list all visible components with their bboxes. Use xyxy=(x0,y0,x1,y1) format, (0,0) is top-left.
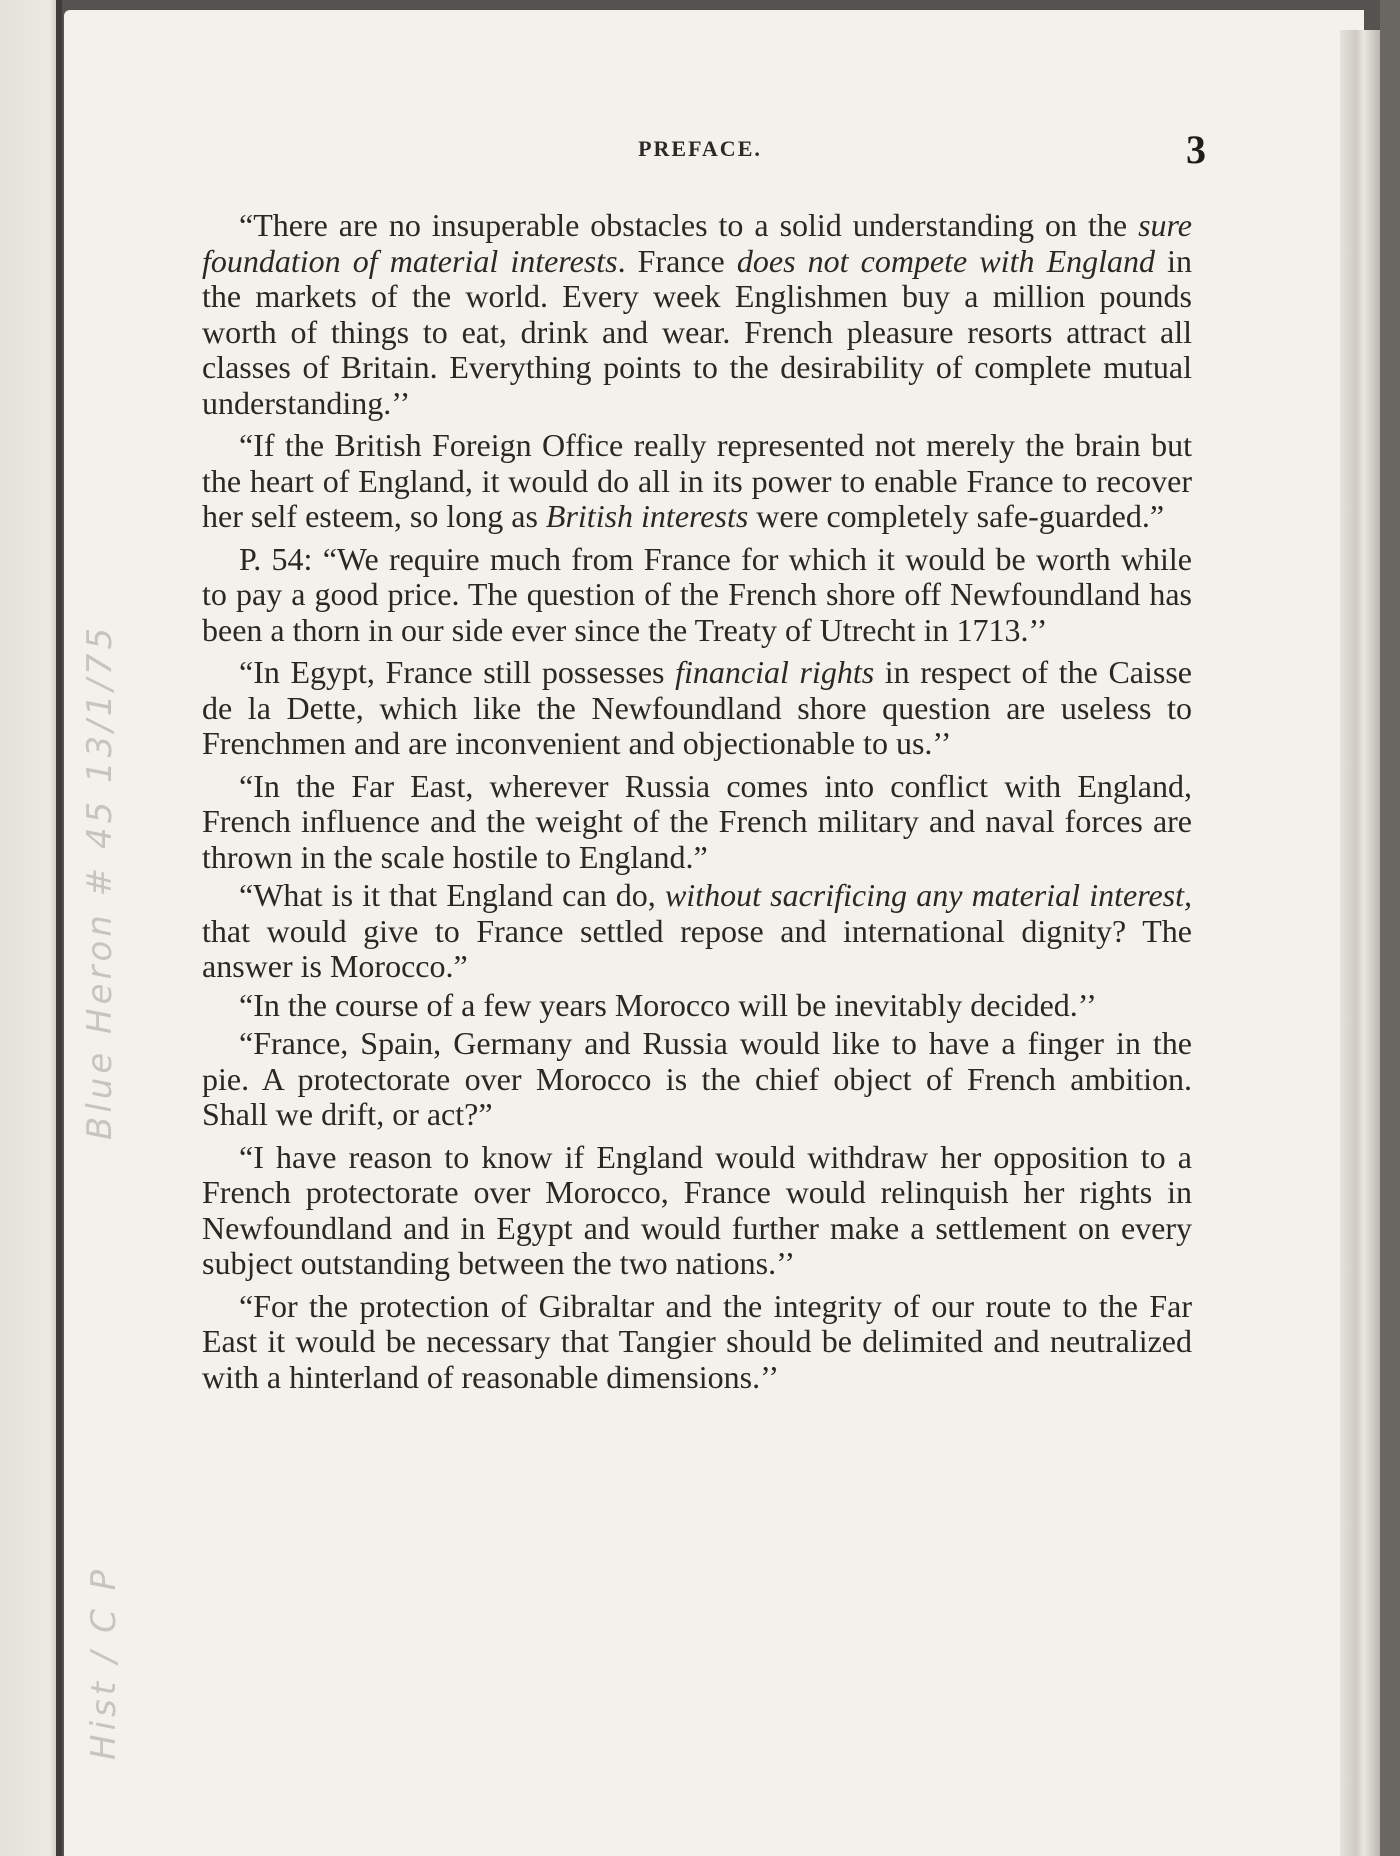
paragraph-text: “For the protection of Gibraltar and the integrity of our route to the Far East it would be necessary that Tangier should be delimited and neutralized with a hinterland of reasonable dimensions.’’ xyxy=(202,1287,1192,1395)
paragraph-text: “France, Spain, Germany and Russia would like to have a finger in the pie. A protectorate over Morocco is the chief object of French ambition. Shall we drift, or act?” xyxy=(202,1025,1192,1132)
paragraph-text: in respect of the Caisse de la Dette, which like the Newfoundland shore question are useless to Frenchmen and are inconvenient and objectionable to us.’’ xyxy=(202,654,1192,761)
paragraph-text: “What is it that England can do, xyxy=(239,877,665,913)
paragraph-text: in the markets of the world. Every week Englishmen buy a million pounds worth of things to eat, drink and wear. French pleasure resorts attract all classes of Britain. Everything points to the desirability of complete mutual understanding.’’ xyxy=(202,242,1193,421)
paragraph-text: were completely safe-guarded.” xyxy=(748,498,1165,534)
paragraph-text: “I have reason to know if England would withdraw her opposition to a French protectorate over Morocco, France would relinquish her rights in Newfoundland and in Egypt and would further make a settlement on every subject outstanding between the two nations.’’ xyxy=(202,1138,1192,1281)
paragraph-3 xyxy=(202,542,1192,649)
margin-pencil-note-lower: Hist / C P xyxy=(84,1565,124,1760)
paragraph-8 xyxy=(202,1026,1192,1133)
paragraph-7 xyxy=(202,988,1192,1024)
page-body xyxy=(202,208,1192,1402)
paragraph-6 xyxy=(202,878,1192,985)
page-header xyxy=(200,127,1206,172)
paragraph-5 xyxy=(202,769,1192,876)
paragraph-text: P. 54: “We require much from France for which it would be worth while to pay a good price. The question of the French shore off Newfoundland has been a thorn in our side ever since the Treaty of Utrecht in 1713.’’ xyxy=(202,540,1192,648)
italic-phrase: financial rights xyxy=(675,654,875,690)
paragraph-text: “In the course of a few years Morocco will be inevitably decided.’’ xyxy=(239,986,1097,1023)
running-head: PREFACE. xyxy=(638,136,762,161)
paragraph-10 xyxy=(202,1289,1192,1396)
paragraph-text: “If the British Foreign Office really represented not merely the brain but the heart of England, it would do all in its power to enable France to recover her self esteem, so long as xyxy=(202,427,1192,534)
italic-phrase: British interests xyxy=(545,498,749,534)
paragraph-4 xyxy=(202,655,1192,762)
paragraph-text: “In Egypt, France still possesses xyxy=(239,654,676,690)
italic-phrase: sure foundation of material interests xyxy=(202,207,1192,279)
paragraph-text: “There are no insuperable obstacles to a solid understanding on the xyxy=(239,207,1139,243)
italic-phrase: without sacrificing any material interest, xyxy=(664,877,1193,913)
paragraph-text: . France xyxy=(617,242,737,279)
page-number: 3 xyxy=(1186,127,1206,172)
margin-pencil-note: Blue Heron # 45 13/1/75 xyxy=(80,623,120,1140)
scan-border xyxy=(1380,0,1400,1856)
book-gutter xyxy=(56,0,62,1856)
paragraph-9 xyxy=(202,1140,1192,1282)
previous-page-edge xyxy=(0,0,62,1856)
paragraph-text: that would give to France settled repose and international dignity? The answer is Morocco.” xyxy=(202,912,1192,984)
paragraph-text: “In the Far East, wherever Russia comes into conflict with England, French influence and the weight of the French military and naval forces are thrown in the scale hostile to England.” xyxy=(202,767,1192,875)
paragraph-2 xyxy=(202,428,1192,535)
page-stack-edge xyxy=(1340,30,1380,1856)
paragraph-1 xyxy=(202,208,1192,421)
italic-phrase: does not compete with England xyxy=(736,242,1156,279)
